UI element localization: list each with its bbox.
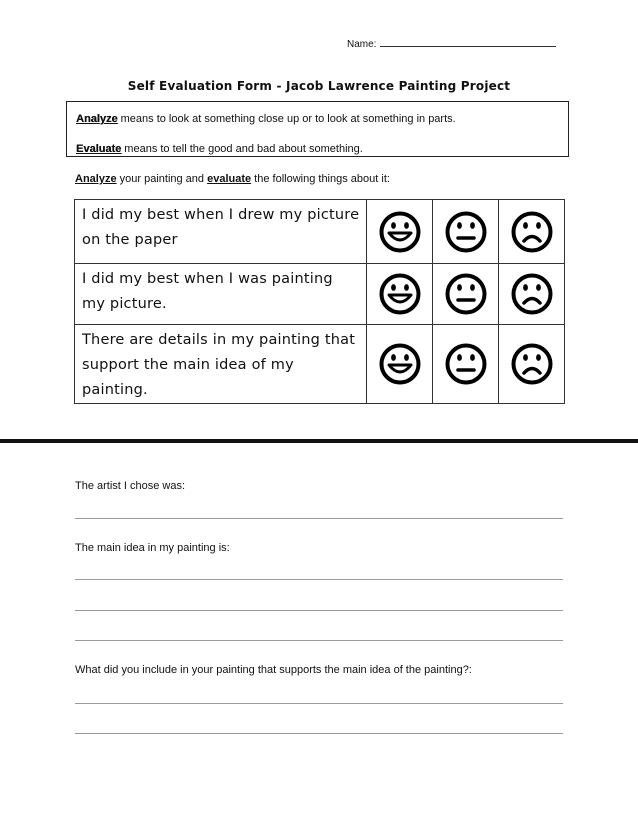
definition-term: Evaluate <box>76 143 122 155</box>
neutral-face-cell[interactable] <box>433 264 499 325</box>
answer-line[interactable] <box>75 733 563 734</box>
name-blank-line[interactable] <box>380 37 556 47</box>
neutral-face-icon <box>444 342 488 386</box>
sad-face-cell[interactable] <box>499 200 565 264</box>
answer-line[interactable] <box>75 610 563 611</box>
definition-text: means to tell the good and bad about something. <box>121 143 363 155</box>
definition-term: Analyze <box>76 113 118 125</box>
definition-analyze <box>76 113 456 125</box>
statement-cell: I did my best when I was painting my picture. <box>75 264 367 325</box>
statement-cell: There are details in my painting that support the main idea of my painting. <box>75 325 367 404</box>
neutral-face-icon <box>444 272 488 316</box>
sad-face-cell[interactable] <box>499 264 565 325</box>
page-title: Self Evaluation Form - Jacob Lawrence Painting Project <box>127 79 511 93</box>
statement-cell: I did my best when I drew my picture on the paper <box>75 200 367 264</box>
definition-evaluate <box>76 143 363 155</box>
happy-face-cell[interactable] <box>367 325 433 404</box>
happy-face-icon <box>378 210 422 254</box>
sad-face-icon <box>510 272 554 316</box>
table-row <box>75 325 565 404</box>
table-row <box>75 264 565 325</box>
name-field[interactable] <box>347 37 556 50</box>
happy-face-icon <box>378 342 422 386</box>
neutral-face-cell[interactable] <box>433 200 499 264</box>
answer-line[interactable] <box>75 640 563 641</box>
happy-face-cell[interactable] <box>367 200 433 264</box>
section-divider <box>0 439 638 443</box>
instruction-term-analyze: Analyze <box>75 173 117 185</box>
definition-text: means to look at something close up or to look at something in parts. <box>117 113 456 125</box>
question-artist: The artist I chose was: <box>75 480 186 492</box>
instruction-text <box>75 173 390 185</box>
answer-line[interactable] <box>75 518 563 519</box>
answer-line[interactable] <box>75 579 563 580</box>
neutral-face-cell[interactable] <box>433 325 499 404</box>
sad-face-icon <box>510 342 554 386</box>
sad-face-cell[interactable] <box>499 325 565 404</box>
neutral-face-icon <box>444 210 488 254</box>
answer-line[interactable] <box>75 703 563 704</box>
instruction-term-evaluate: evaluate <box>207 173 252 185</box>
name-label: Name: <box>347 39 377 50</box>
happy-face-cell[interactable] <box>367 264 433 325</box>
question-main-idea: The main idea in my painting is: <box>75 542 230 554</box>
instruction-mid: your painting and <box>116 173 208 185</box>
question-supports: What did you include in your painting that supports the main idea of the painting?: <box>75 664 472 676</box>
definitions-box <box>66 101 569 157</box>
instruction-end: the following things about it: <box>251 173 390 185</box>
happy-face-icon <box>378 272 422 316</box>
evaluation-table <box>74 199 565 404</box>
table-row <box>75 200 565 264</box>
sad-face-icon <box>510 210 554 254</box>
